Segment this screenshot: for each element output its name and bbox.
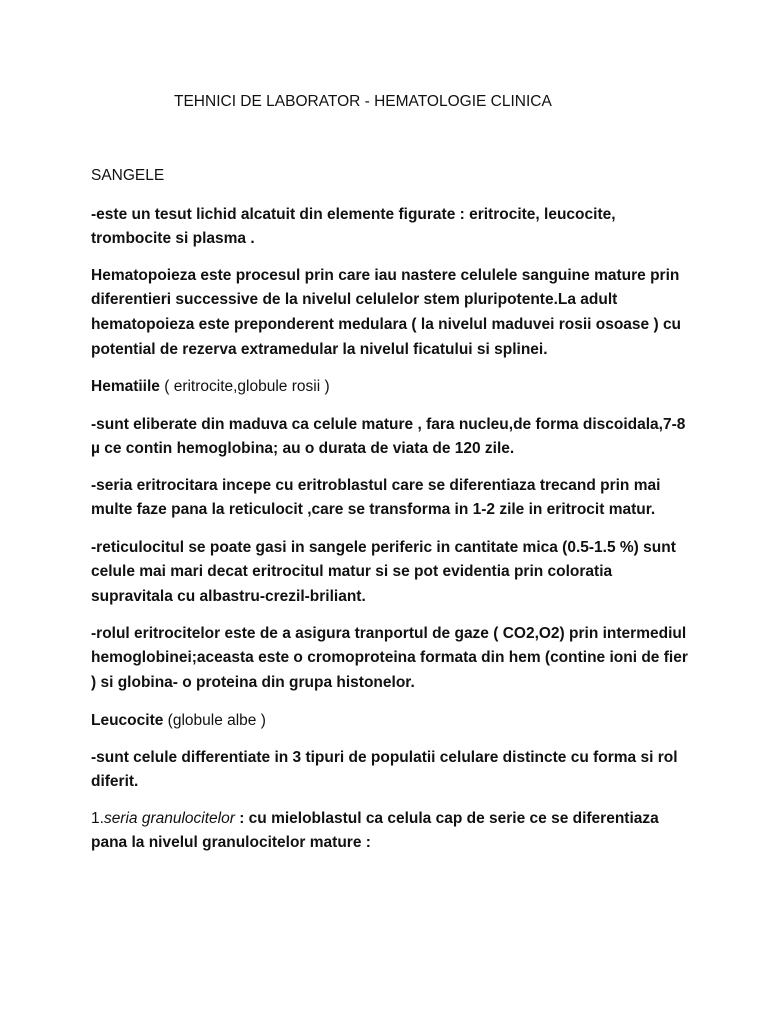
subheading-rest: ( eritrocite,globule rosii )	[159, 378, 330, 395]
paragraph-line: -rolul eritrocitelor este de a asigura tranportul de gaze ( CO2,O2) prin intermediul	[91, 625, 687, 642]
subheading-rest: (globule albe )	[163, 712, 266, 729]
paragraph-line: diferentieri successive de la nivelul celulelor stem pluripotente.La adult	[91, 291, 618, 308]
section-heading: SANGELE	[91, 167, 165, 184]
paragraph-line: -seria eritrocitara incepe cu eritroblastul care se diferentiaza trecand prin mai	[91, 477, 661, 494]
paragraph-line: -sunt eliberate din maduva ca celule mature , fara nucleu,de forma discoidala,7-8	[91, 416, 686, 433]
paragraph-line: potential de rezerva extramedular la nivelul ficatului si splinei.	[91, 341, 548, 358]
paragraph-line: -reticulocitul se poate gasi in sangele periferic in cantitate mica (0.5-1.5 %) sunt	[91, 539, 676, 556]
paragraph-line: ) si globina- o proteina din grupa histonelor.	[91, 674, 415, 691]
subheading-leucocite	[91, 709, 266, 733]
paragraph-line: -este un tesut lichid alcatuit din elemente figurate : eritrocite, leucocite,	[91, 206, 616, 223]
paragraph-line: celule mai mari decat eritrocitul matur si se pot evidentia prin coloratia	[91, 563, 613, 580]
paragraph-line: hematopoieza este preponderent medulara ( la nivelul maduvei rosii osoase ) cu	[91, 316, 682, 333]
paragraph-line: pana la nivelul granulocitelor mature :	[91, 834, 371, 851]
paragraph-line: hemoglobinei;aceasta este o cromoproteina formata din hem (contine ioni de fier	[91, 649, 688, 666]
paragraph-line: diferit.	[91, 773, 139, 790]
subheading-term: Leucocite	[91, 712, 164, 729]
document-title: TEHNICI DE LABORATOR - HEMATOLOGIE CLINICA	[174, 93, 552, 110]
paragraph-line: multe faze pana la reticulocit ,care se transforma in 1-2 zile in eritrocit matur.	[91, 501, 656, 518]
subheading-term: Hematiile	[91, 378, 160, 395]
paragraph-line: trombocite si plasma .	[91, 230, 255, 247]
paragraph-line: -sunt celule differentiate in 3 tipuri de populatii celulare distincte cu forma si rol	[91, 749, 678, 766]
subheading-hematii	[91, 375, 330, 399]
list-number: 1.	[91, 810, 104, 827]
line-rest: : cu mieloblastul ca celula cap de serie ce se diferentiaza	[234, 810, 659, 827]
paragraph-line: Hematopoieza este procesul prin care iau nastere celulele sanguine mature prin	[91, 267, 680, 284]
paragraph-line: supravitala cu albastru-crezil-briliant.	[91, 588, 366, 605]
paragraph-line: µ ce contin hemoglobina; au o durata de viata de 120 zile.	[91, 440, 515, 457]
granulocite-line	[91, 807, 659, 831]
italic-term: seria granulocitelor	[103, 810, 235, 827]
